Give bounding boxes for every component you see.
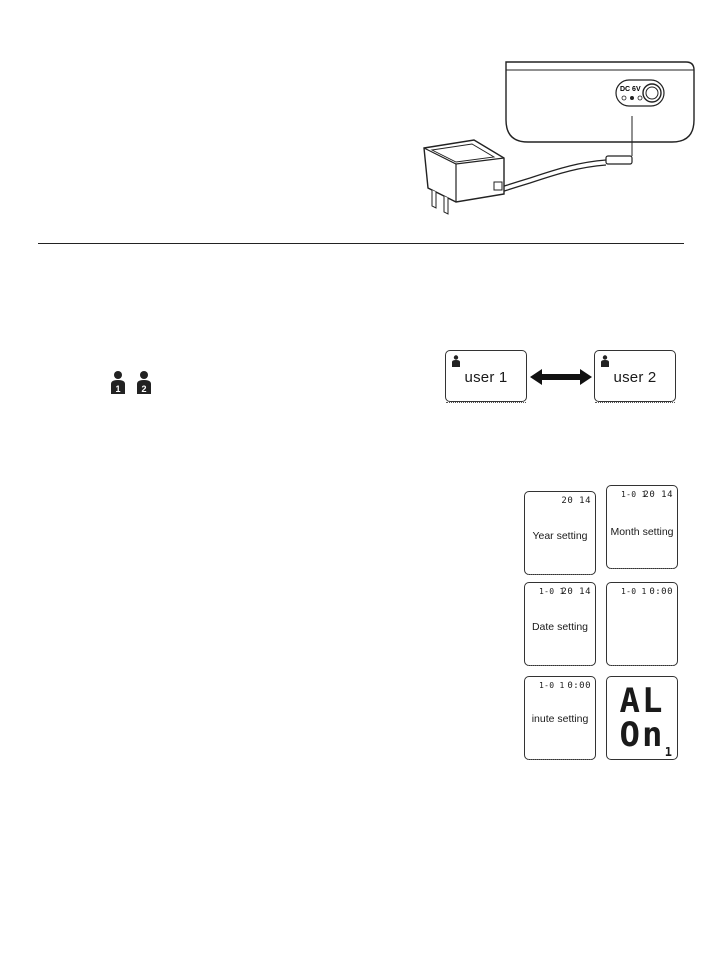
month-caption: Month setting — [610, 526, 674, 538]
minute-caption: inute setting — [531, 713, 589, 725]
double-arrow-icon — [528, 367, 594, 387]
alarm-line-1: AL — [619, 681, 665, 721]
socket-label: DC 6V — [620, 86, 641, 93]
user-1-label: user 1 — [464, 369, 508, 386]
user-1-icon — [111, 371, 125, 394]
user-2-icon — [137, 371, 151, 394]
lcd-year-setting — [524, 491, 596, 575]
user-icon — [600, 355, 610, 367]
alarm-line-2: On — [619, 715, 665, 755]
month-year-segment: 20 14 — [643, 490, 673, 500]
minute-time-segment: 0:00 — [567, 681, 591, 691]
section-divider — [38, 243, 684, 244]
user-icon — [451, 355, 461, 367]
month-date-segment: 1‐0 1 — [621, 490, 647, 499]
ac-adapter-illustration — [410, 50, 700, 220]
svg-text:1: 1 — [115, 384, 121, 394]
year-segment: 20 14 — [561, 496, 591, 506]
year-caption: Year setting — [532, 530, 588, 542]
alarm-index: 1 — [664, 745, 672, 759]
hour-time-segment: 0:00 — [649, 587, 673, 597]
lcd-minute-setting — [524, 676, 596, 760]
lcd-date-setting — [524, 582, 596, 666]
date-segment: 1‐0 1 — [539, 587, 565, 596]
svg-text:2: 2 — [141, 384, 147, 394]
user-2-label: user 2 — [613, 369, 657, 386]
lcd-month-setting — [606, 485, 678, 569]
date-year-segment: 20 14 — [561, 587, 591, 597]
user-icons — [108, 370, 156, 396]
lcd-user-1 — [445, 350, 527, 402]
hour-date-segment: 1‐0 1 — [621, 587, 647, 596]
date-caption: Date setting — [531, 621, 589, 633]
lcd-alarm-on — [606, 676, 678, 760]
minute-date-segment: 1‐0 1 — [539, 681, 565, 690]
lcd-user-2 — [594, 350, 676, 402]
lcd-hour-setting — [606, 582, 678, 666]
